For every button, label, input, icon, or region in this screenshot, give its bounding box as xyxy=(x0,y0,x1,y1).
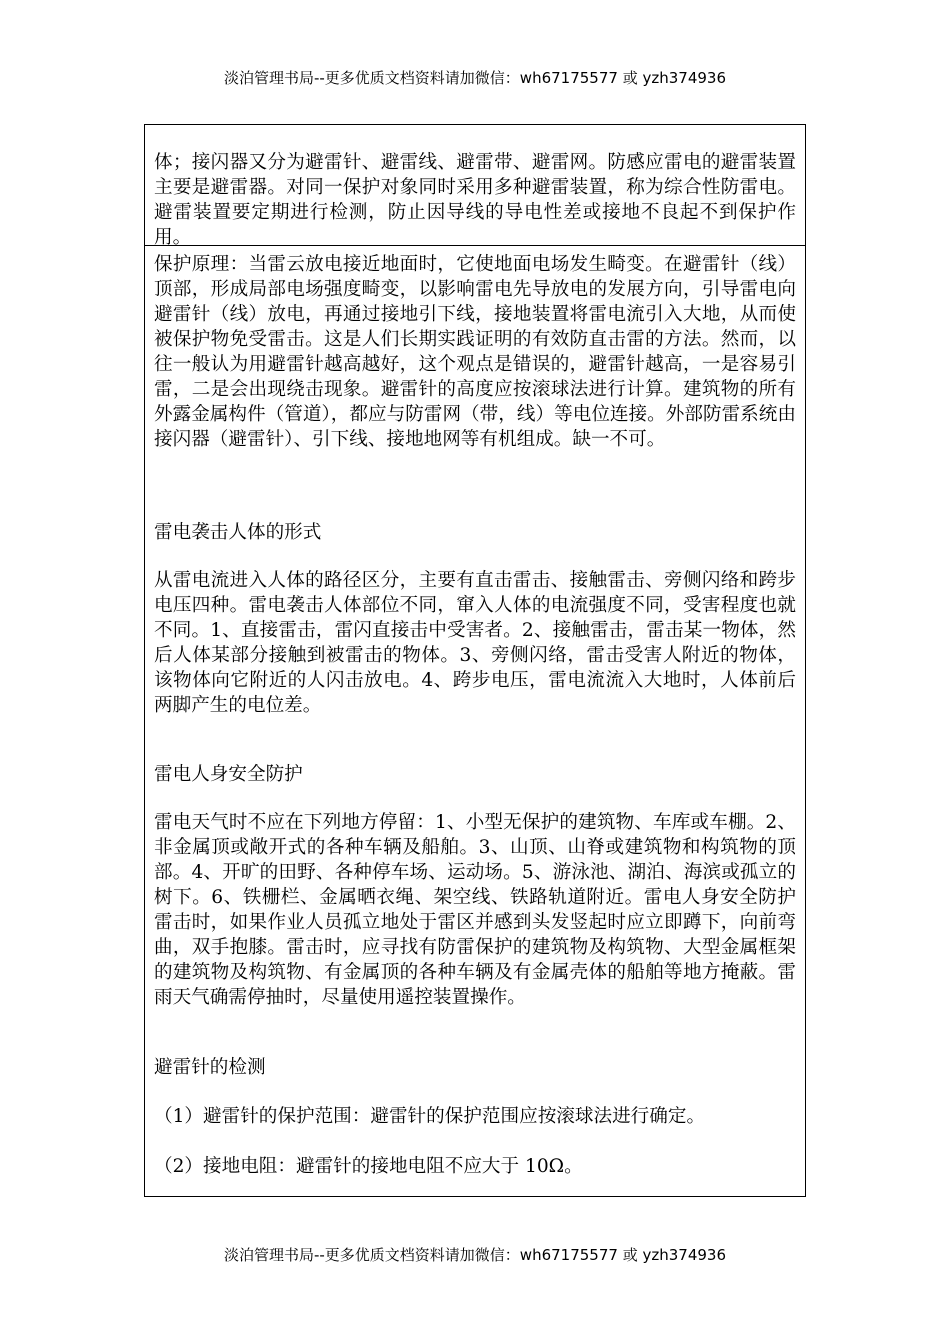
personal-safety-paragraph: 雷电天气时不应在下列地方停留：1、小型无保护的建筑物、车库或车棚。2、非金属顶或敞开式的各种车辆及船舶。3、山顶、山脊或建筑物和构筑物的顶部。4、开旷的田野、各种停车场、运动场。5、游泳池、湖泊、海滨或孤立的树下。6、铁栅栏、金属晒衣绳、架空线、铁路轨道附近。雷电人身安全防护雷击时，如果作业人员孤立地处于雷区并感到头发竖起时应立即蹲下，向前弯曲，双手抱膝。雷击时，应寻找有防雷保护的建筑物及构筑物、大型金属框架的建筑物及构筑物、有金属顶的各种车辆及有金属壳体的船舶等地方掩蔽。雷雨天气确需停抽时，尽量使用遥控装置操作。 xyxy=(154,812,796,1008)
lightning-attack-paragraph: 从雷电流进入人体的路径区分，主要有直击雷击、接触雷击、旁侧闪络和跨步电压四种。雷电袭击人体部位不同，窜入人体的电流强度不同，受害程度也就不同。1、直接雷击，雷闪直接击中受害者。2、接触雷击，雷击某一物体，然后人体某部分接触到被雷击的物体。3、旁侧闪络，雷击受害人附近的物体，该物体向它附近的人闪击放电。4、跨步电压，雷电流流入大地时，人体前后两脚产生的电位差。 xyxy=(154,570,796,716)
table-cell-main xyxy=(145,246,805,1196)
heading-personal-safety: 雷电人身安全防护 xyxy=(154,764,303,785)
page-footer: 淡泊管理书局--更多优质文档资料请加微信：wh67175577 或 yzh374936 xyxy=(223,1246,726,1264)
table-cell-continued xyxy=(145,125,805,246)
detection-item-protection-range: （1）避雷针的保护范围：避雷针的保护范围应按滚球法进行确定。 xyxy=(154,1106,706,1127)
document-table xyxy=(144,124,806,1197)
heading-lightning-attack-forms: 雷电袭击人体的形式 xyxy=(154,522,322,543)
detection-item-ground-resistance: （2）接地电阻：避雷针的接地电阻不应大于 10Ω。 xyxy=(154,1156,583,1177)
continued-paragraph: 体；接闪器又分为避雷针、避雷线、避雷带、避雷网。防感应雷电的避雷装置主要是避雷器。对同一保护对象同时采用多种避雷装置，称为综合性防雷电。避雷装置要定期进行检测，防止因导线的导电性差或接地不良起不到保护作用。 xyxy=(154,152,796,248)
heading-lightning-rod-detection: 避雷针的检测 xyxy=(154,1057,266,1078)
page-header: 淡泊管理书局--更多优质文档资料请加微信：wh67175577 或 yzh374936 xyxy=(223,69,726,87)
protection-principle-paragraph: 保护原理：当雷云放电接近地面时，它使地面电场发生畸变。在避雷针（线）顶部，形成局部电场强度畸变，以影响雷电先导放电的发展方向，引导雷电向避雷针（线）放电，再通过接地引下线，接地装置将雷电流引入大地，从而使被保护物免受雷击。这是人们长期实践证明的有效防直击雷的方法。然而，以往一般认为用避雷针越高越好，这个观点是错误的，避雷针越高，一是容易引雷，二是会出现绕击现象。避雷针的高度应按滚球法进行计算。建筑物的所有外露金属构件（管道），都应与防雷网（带，线）等电位连接。外部防雷系统由接闪器（避雷针）、引下线、接地地网等有机组成。缺一不可。 xyxy=(154,254,796,450)
